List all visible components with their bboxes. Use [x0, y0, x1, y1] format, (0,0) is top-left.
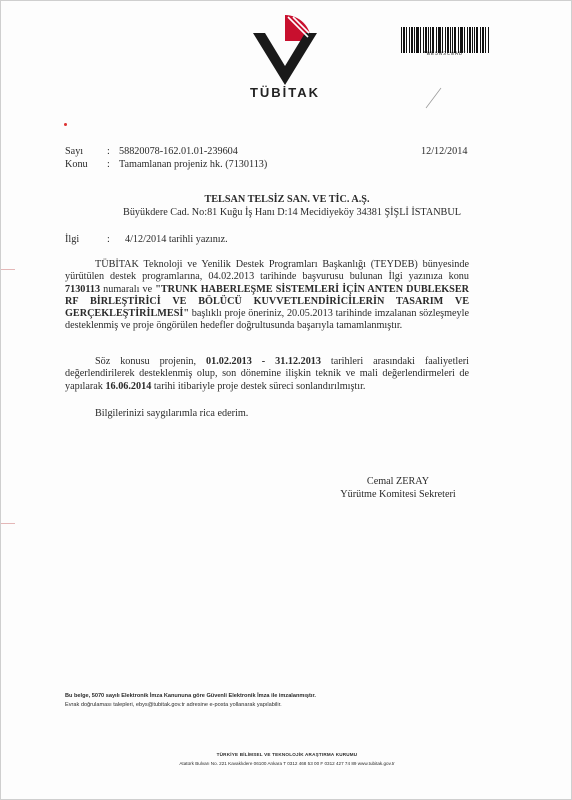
- barcode-number: *BE5N3C8AD*: [422, 51, 467, 57]
- logo-text: TÜBİTAK: [249, 85, 321, 100]
- esign-note: Bu belge, 5070 sayılı Elektronik İmza Kanununa göre Güvenli Elektronik İmza ile imzalanmıştır.: [65, 693, 316, 699]
- project-start-date: 01.02.2013: [206, 356, 252, 367]
- project-close-date: 16.06.2014: [105, 380, 152, 392]
- sayi-colon: :: [107, 146, 110, 157]
- p2-text-c: tarihi itibariyle proje destek süreci sonlandırılmıştır.: [151, 380, 366, 392]
- signer-name: Cemal ZERAY: [366, 476, 430, 487]
- recipient-name: TELSAN TELSİZ SAN. VE TİC. A.Ş.: [204, 194, 370, 205]
- verify-note: Evrak doğrulaması talepleri, ebys@tubitak.gov.tr adresine e-posta yollanarak yapılabilir.: [65, 702, 282, 708]
- pen-mark-icon: [421, 86, 445, 110]
- p2-text-a: Söz konusu projenin,: [95, 356, 207, 367]
- ilgi-value: 4/12/2014 tarihli yazınız.: [125, 234, 228, 245]
- date-dash: -: [251, 356, 276, 367]
- p2-text-b: tarihleri arasındaki faaliyetleri değerlendirilerek desteklenmiş olup, son dönemine ilişkin teknik ve mali değerlendirmeleri de yapılarak: [65, 356, 469, 392]
- red-dot: [64, 123, 67, 126]
- konu-label: Konu: [65, 159, 88, 170]
- ilgi-label: İlgi: [65, 234, 80, 245]
- margin-tick: [1, 269, 15, 270]
- footer-org-name: TÜRKİYE BİLİMSEL VE TEKNOLOJİK ARAŞTIRMA KURUMU: [216, 752, 358, 757]
- body-paragraph-2: [65, 356, 469, 393]
- ilgi-colon: :: [107, 234, 110, 245]
- recipient-address: Büyükdere Cad. No:81 Kuğu İş Hanı D:14 Mecidiyeköy 34381 ŞİŞLİ İSTANBUL: [123, 207, 461, 218]
- project-number: 7130113: [65, 283, 101, 295]
- footer-contact: Atatürk Bulvarı No. 221 Kavaklıdere 06100 Ankara T 0312 468 53 00 F 0312 427 74 89 www.tubitak.gov.tr: [179, 761, 395, 766]
- project-title: "TRUNK HABERLEŞME SİSTEMLERİ İÇİN ANTEN DUBLEKSER RF BİRLEŞTİRİCİ VE BÖLÜCÜ KUVVETLENDİRİCİLERİN TASARIM VE GERÇEKLEŞTİRİLMESİ": [65, 283, 469, 320]
- project-end-date: 31.12.2013: [275, 356, 321, 367]
- signer-title: Yürütme Komitesi Sekreteri: [340, 489, 456, 500]
- sayi-label: Sayı: [65, 146, 84, 157]
- margin-tick: [1, 523, 15, 524]
- konu-colon: :: [107, 159, 110, 170]
- p1-text-b: numaralı ve: [100, 283, 156, 295]
- body-paragraph-1: [65, 259, 469, 333]
- p1-text-c: başlıklı proje öneriniz, 20.05.2013 tarihinde imzalanan sözleşmeyle desteklenmiş ve proje öngörülen hedefler doğrultusunda başarıyla tamamlanmıştır.: [65, 308, 469, 332]
- sayi-value: 58820078-162.01.01-239604: [119, 146, 238, 157]
- konu-value: Tamamlanan projeniz hk. (7130113): [119, 159, 268, 170]
- closing-line: Bilgilerinizi saygılarımla rica ederim.: [95, 408, 249, 419]
- letter-date: 12/12/2014: [421, 146, 468, 157]
- p1-text-a: TÜBİTAK Teknoloji ve Yenilik Destek Programları Başkanlığı (TEYDEB) bünyesinde yürütülen destek programlarına, 04.02.2013 tarihinde başvurusu bulunan İlgi yazınıza konu: [65, 259, 469, 283]
